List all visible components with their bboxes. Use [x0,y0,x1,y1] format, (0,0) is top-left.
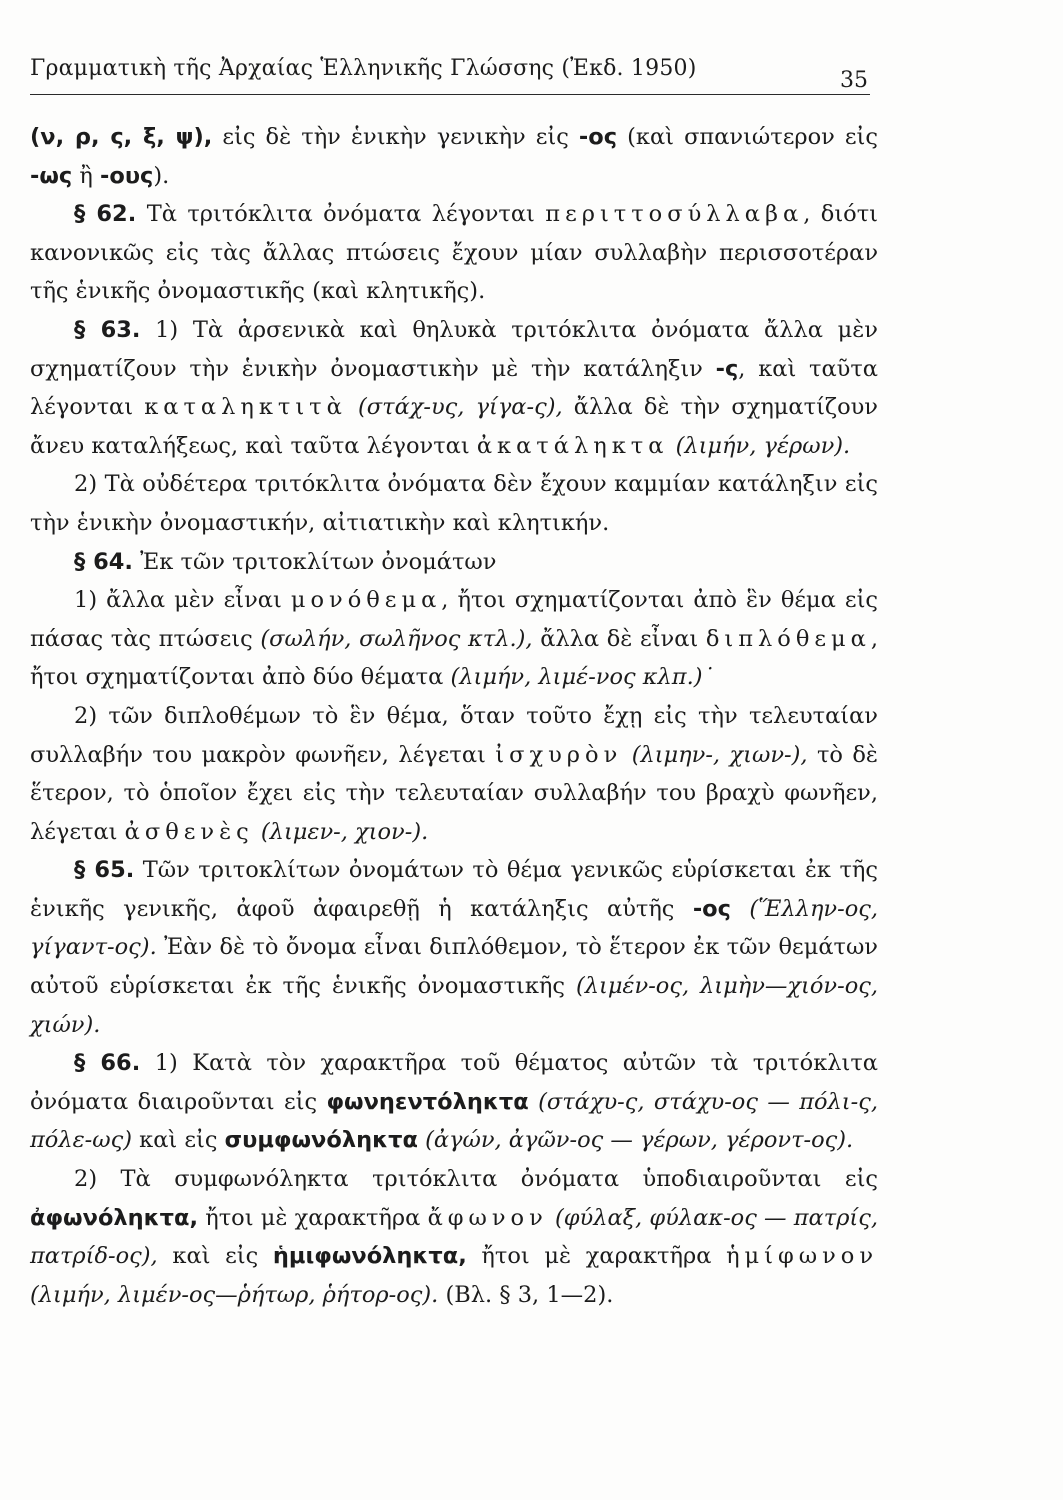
section-number: § 64. [74,548,133,575]
section-number: § 65. [74,857,135,884]
paragraph-continuation: (ν, ρ, ς, ξ, ψ), εἰς δὲ τὴν ἑνικὴν γενικὴν εἰς -ος (καὶ σπανιώτερον εἰς -ως ἢ -ους). [30,124,878,189]
page-number: 35 [840,68,868,93]
paragraph-section-64-2: 2) τῶν διπλοθέμων τὸ ἓν θέμα, ὅταν τοῦτο ἔχῃ εἰς τὴν τελευταίαν συλλαβήν του μακρὸν φωνῆεν, λέγεται ἰσχυρὸν (λιμην-, χιων-), τὸ δὲ ἕτερον, τὸ ὁποῖον ἔχει εἰς τὴν τελευταίαν συλλαβήν του βραχὺ φωνῆεν, λέγεται ἀσθενὲς (λιμεν-, χιον-). [30,702,879,845]
header-title: Γραμματικὴ τῆς Ἀρχαίας Ἑλληνικῆς Γλώσσης (Ἐκδ. 1950) [30,56,697,81]
paragraph-section-66-2: 2) Τὰ συμφωνόληκτα τριτόκλιτα ὀνόματα ὑποδιαιροῦνται εἰς ἀφωνόληκτα, ἤτοι μὲ χαρακτῆρα ἄφωνον (φύλαξ, φύλακ-ος — πατρίς, πατρίδ-ος), καὶ εἰς ἡμιφωνόληκτα, ἤτοι μὲ χαρακτῆρα ἡμίφωνον (λιμήν, λιμέν-ος—ῥήτωρ, ῥήτορ-ος). (Βλ. § 3, 1—2). [30,1166,879,1308]
page-body [30,118,878,1314]
section-number: § 62. [74,201,137,228]
paragraph-section-63-1: § 63. 1) Τὰ ἀρσενικὰ καὶ θηλυκὰ τριτόκλιτα ὀνόματα ἄλλα μὲν σχηματίζουν τὴν ἑνικὴν ὀνομαστικὴν μὲ τὴν κατάληξιν -ς, καὶ ταῦτα λέγονται καταληκτιτὰ (στάχ-υς, γίγα-ς), ἄλλα δὲ τὴν σχηματίζουν ἄνευ καταλήξεως, καὶ ταῦτα λέγονται ἀκατάληκτα (λιμήν, γέρων). [30,316,878,459]
section-number: § 66. [74,1050,141,1077]
paragraph-section-65: § 65. Τῶν τριτοκλίτων ὀνομάτων τὸ θέμα γενικῶς εὑρίσκεται ἐκ τῆς ἑνικῆς γενικῆς, ἀφοῦ ἀφαιρεθῇ ἡ κατάληξις αὐτῆς -ος (Ἕλλην-ος, γίγαντ-ος). Ἐὰν δὲ τὸ ὄνομα εἶναι διπλόθεμον, τὸ ἕτερον ἐκ τῶν θεμάτων αὐτοῦ εὑρίσκεται ἐκ τῆς ἑνικῆς ὀνομαστικῆς (λιμέν-ος, λιμὴν—χιόν-ος, χιών). [30,857,878,1038]
paragraph-section-63-2: 2) Τὰ οὐδέτερα τριτόκλιτα ὀνόματα δὲν ἔχουν καμμίαν κατάληξιν εἰς τὴν ἑνικὴν ὀνομαστικήν, αἰτιατικὴν καὶ κλητικήν. [30,471,878,536]
paragraph-section-64-1: 1) ἄλλα μὲν εἶναι μονόθεμα, ἤτοι σχηματίζονται ἀπὸ ἓν θέμα εἰς πάσας τὰς πτώσεις (σωλήν, σωλῆνος κτλ.), ἄλλα δὲ εἶναι διπλόθεμα, ἤτοι σχηματίζονται ἀπὸ δύο θέματα (λιμήν, λιμέ-νος κλπ.)˙ [30,587,878,691]
paragraph-section-64: § 64. Ἐκ τῶν τριτοκλίτων ὀνομάτων [74,548,497,575]
paragraph-section-62: § 62. Τὰ τριτόκλιτα ὀνόματα λέγονται περιττοσύλλαβα, διότι κανονικῶς εἰς τὰς ἄλλας πτώσεις ἔχουν μίαν συλλαβὴν περισσοτέραν τῆς ἑνικῆς ὀνομαστικῆς (καὶ κλητικῆς). [30,201,878,305]
paragraph-section-66-1: § 66. 1) Κατὰ τὸν χαρακτῆρα τοῦ θέματος αὐτῶν τὰ τριτόκλιτα ὀνόματα διαιροῦνται εἰς φωνηεντόληκτα (στάχυ-ς, στάχυ-ος — πόλι-ς, πόλε-ως) καὶ εἰς συμφωνόληκτα (ἀγών, ἀγῶν-ος — γέρων, γέροντ-ος). [30,1050,878,1154]
running-header [30,44,870,95]
section-number: § 63. [74,316,141,343]
